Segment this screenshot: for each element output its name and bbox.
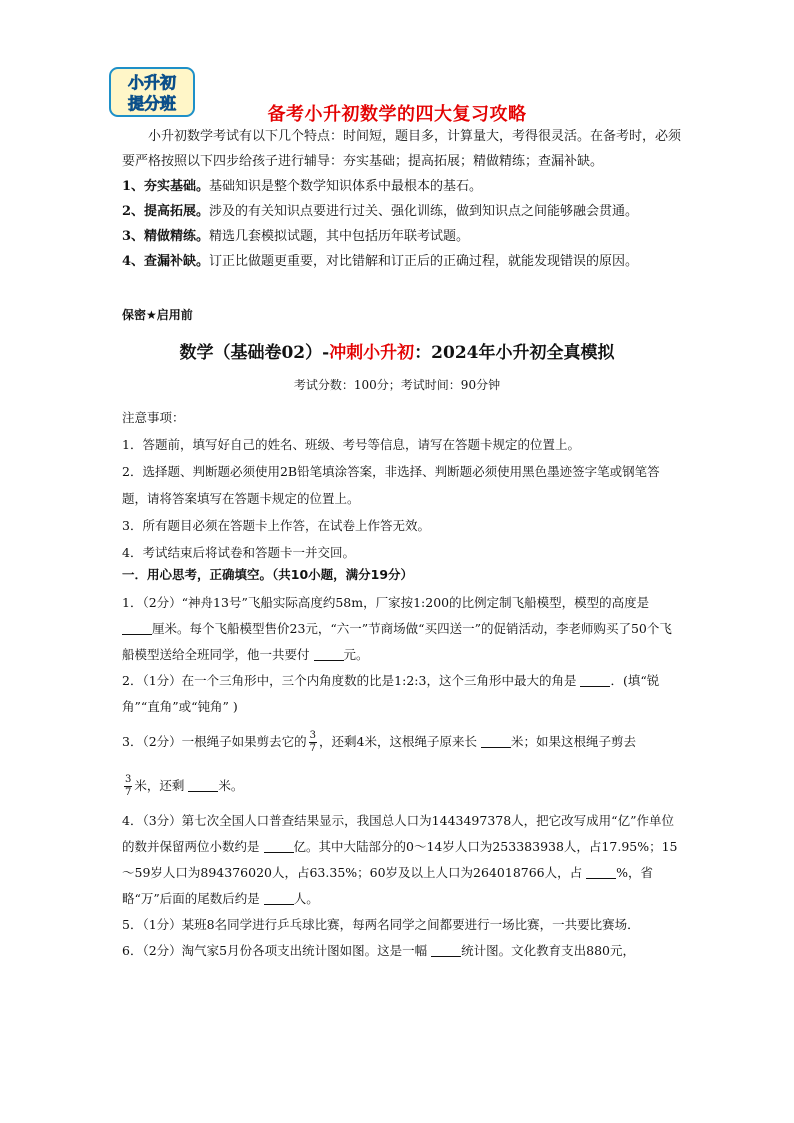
fraction-denominator: 7 [125, 787, 132, 798]
tip-text: 订正比做题更重要，对比错解和订正后的正确过程，就能发现错误的原因。 [209, 254, 639, 269]
question-text: 人。 [293, 891, 319, 906]
tip-item [122, 249, 682, 274]
question-text: 亿。其中大陆部分的0～14岁人口为253383938人，占17.95%；15～59岁人口为894376020人，占63.35%；60岁及以上人口为264018766人，占 [122, 839, 678, 880]
answer-blank[interactable] [481, 733, 511, 748]
question-text: 4．（3分）第七次全国人口普查结果显示，我国总人口为1443497378人，把它改写成用“亿”作单位的数并保留两位小数约是 [122, 813, 674, 854]
question-3-cont [122, 764, 682, 808]
exam-info: 考试分数：100分；考试时间：90分钟 [293, 378, 501, 392]
fraction-numerator: 3 [125, 774, 132, 785]
tips-list [122, 174, 682, 274]
tip-heading: 2、提高拓展。 [122, 204, 210, 219]
exam-title-highlight: 冲刺小升初 [329, 343, 415, 363]
question-text: 1．（2分）“神舟13号”飞船实际高度约58m，厂家按1:200的比例定制飞船模型，模型的高度是 [122, 595, 650, 610]
note-item: 1．答题前，填写好自己的姓名、班级、考号等信息，请写在答题卡规定的位置上。 [122, 437, 580, 452]
notes-section [122, 404, 682, 566]
tip-text: 涉及的有关知识点要进行过关、强化训练，做到知识点之间能够融会贯通。 [209, 204, 639, 219]
tip-text: 精选几套模拟试题，其中包括历年联考试题。 [209, 229, 470, 244]
question-text: 米，还剩 [134, 778, 185, 793]
question-4 [122, 808, 682, 912]
section-heading: 一．用心思考，正确填空。（共10小题，满分19分） [122, 567, 414, 582]
tip-heading: 1、夯实基础。 [122, 179, 210, 194]
answer-blank[interactable] [188, 777, 218, 792]
svg-text:提分班: 提分班 [127, 94, 177, 113]
question-text: ．(填“锐角”“直角”或“钝角” ) [122, 673, 660, 714]
question-2 [122, 668, 682, 720]
answer-blank[interactable] [586, 864, 616, 879]
answer-blank[interactable] [264, 838, 294, 853]
page-title: 备考小升初数学的四大复习攻略 [267, 104, 527, 125]
exam-title-part3: ：2024年小升初全真模拟 [414, 343, 615, 363]
question-5: 5．（1分）某班8名同学进行乒乓球比赛，每两名同学之间都要进行一场比赛，一共要比赛场． [122, 917, 640, 932]
question-text: 3．（2分）一根绳子如果剪去它的 [122, 734, 307, 749]
tip-text: 基础知识是整个数学知识体系中最根本的基石。 [209, 179, 483, 194]
question-text: 元。 [343, 647, 369, 662]
question-3 [122, 720, 682, 764]
svg-text:小升初: 小升初 [127, 73, 177, 92]
question-text: 统计图。文化教育支出880元， [461, 943, 635, 958]
note-item: 4．考试结束后将试卷和答题卡一并交回。 [122, 545, 355, 560]
tip-item [122, 224, 682, 249]
notes-title: 注意事项： [122, 410, 185, 425]
fraction-numerator: 3 [309, 730, 317, 741]
question-text: 2．（1分）在一个三角形中，三个内角度数的比是1:2:3，这个三角形中最大的角是 [122, 673, 577, 688]
exam-title [0, 338, 794, 363]
question-text: 厘米。每个飞船模型售价23元，“六一”节商场做“买四送一”的促销活动，李老师购买了50个飞船模型送给全班同学，他一共要付 [122, 621, 672, 662]
question-1 [122, 590, 682, 668]
tip-heading: 4、查漏补缺。 [122, 254, 210, 269]
fraction [124, 774, 132, 799]
answer-blank[interactable] [314, 646, 344, 661]
question-text: 米；如果这根绳子剪去 [511, 734, 637, 749]
confidential-label: 保密★启用前 [122, 308, 193, 322]
answer-blank[interactable] [580, 672, 610, 687]
tip-item [122, 199, 682, 224]
question-text: %，省略“万”后面的尾数后约是 [122, 865, 654, 906]
answer-blank[interactable] [122, 620, 152, 635]
questions [122, 590, 682, 964]
question-text: 米。 [218, 778, 244, 793]
note-item: 3．所有题目必须在答题卡上作答，在试卷上作答无效。 [122, 518, 430, 533]
intro-paragraph: 小升初数学考试有以下几个特点：时间短，题目多，计算量大，考得很灵活。在备考时，必须要严格按照以下四步给孩子进行辅导：夯实基础；提高拓展；精做精练；查漏补缺。 [122, 129, 682, 169]
fraction-denominator: 7 [309, 743, 317, 754]
question-text: 6．（2分）淘气家5月份各项支出统计图如图。这是一幅 [122, 943, 428, 958]
question-text: ，还剩4米，这根绳子原来长 [319, 734, 478, 749]
question-6 [122, 938, 682, 964]
intro-section [122, 124, 682, 274]
answer-blank[interactable] [264, 890, 294, 905]
tip-heading: 3、精做精练。 [122, 229, 210, 244]
fraction [309, 730, 317, 755]
answer-blank[interactable] [431, 942, 461, 957]
exam-title-part1: 数学（基础卷02）- [179, 343, 330, 363]
tip-item [122, 174, 682, 199]
note-item: 2．选择题、判断题必须使用2B铅笔填涂答案，非选择、判断题必须使用黑色墨迹签字笔或钢笔答题，请将答案填写在答题卡规定的位置上。 [122, 464, 660, 506]
